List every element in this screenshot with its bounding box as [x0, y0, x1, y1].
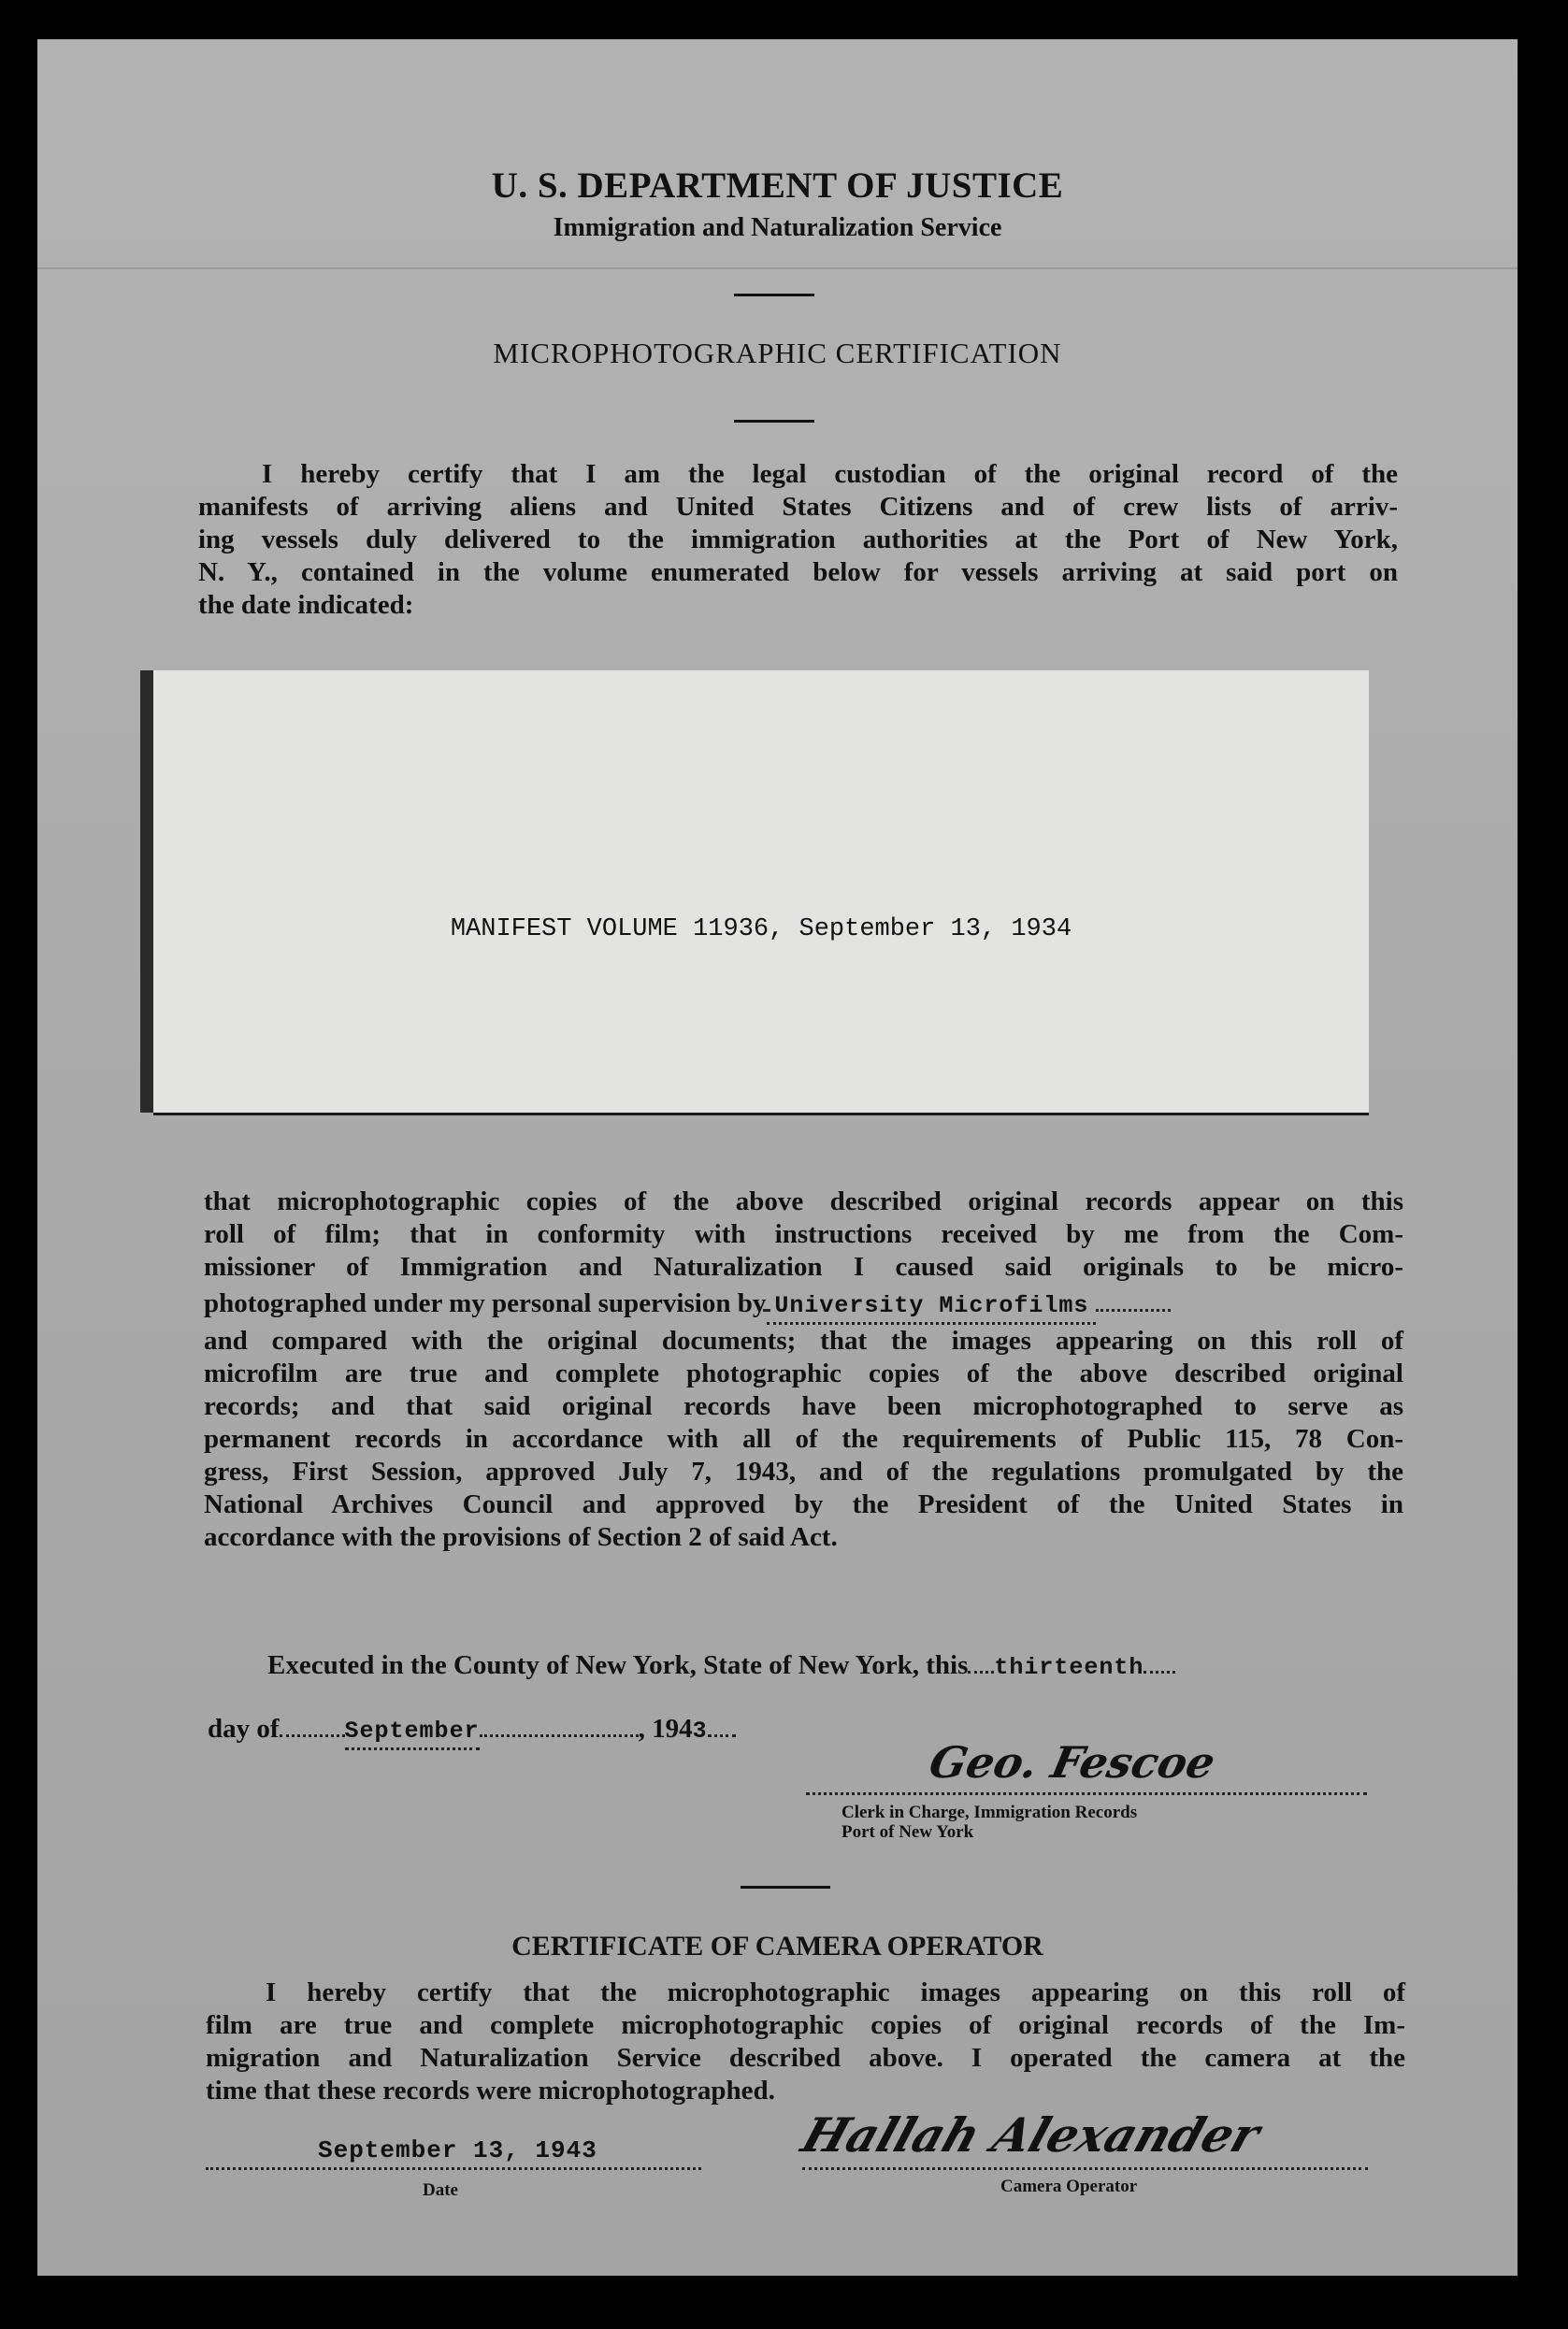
clerk-signature: Geo. Fescoe	[925, 1737, 1220, 1788]
clerk-title-line: Port of New York	[842, 1822, 974, 1842]
department-heading: U. S. DEPARTMENT OF JUSTICE	[491, 165, 1064, 206]
body-line-microfilmer	[204, 1287, 1403, 1325]
divider-rule	[734, 294, 814, 296]
camera-line: migration and Naturalization Service described above. I operated the camera at the	[206, 2043, 1405, 2073]
year-prefix: , 194	[638, 1714, 693, 1744]
body-line: microfilm are true and complete photographic copies of the above described original	[204, 1359, 1403, 1388]
manifest-volume-text: MANIFEST VOLUME 11936, September 13, 1934	[450, 915, 1072, 943]
intro-line: manifests of arriving aliens and United States Citizens and of crew lists of arriv-	[198, 492, 1398, 522]
intro-line: I hereby certify that I am the legal custodian of the original record of the	[262, 459, 1398, 489]
date-label: Date	[423, 2180, 458, 2200]
execution-prefix: Executed in the County of New York, State of New York, this	[267, 1650, 969, 1680]
divider-rule	[741, 1886, 830, 1889]
document-sheet	[37, 39, 1518, 2276]
manifest-volume-slip	[153, 670, 1369, 1113]
body-line: National Archives Council and approved by the President of the United States in	[204, 1489, 1403, 1519]
divider-rule	[734, 420, 814, 423]
camera-certificate-heading: CERTIFICATE OF CAMERA OPERATOR	[511, 1931, 1043, 1962]
intro-line: ing vessels duly delivered to the immigration authorities at the Port of New York,	[198, 525, 1398, 554]
camera-line: I hereby certify that the microphotographic images appearing on this roll of	[266, 1977, 1405, 2007]
clerk-title-line: Clerk in Charge, Immigration Records	[842, 1803, 1138, 1822]
year-digit: 3	[692, 1718, 708, 1745]
microfilmer-name: University Microfilms	[767, 1289, 1096, 1325]
body-line: permanent records in accordance with all of the requirements of Public 115, 78 Con-	[204, 1424, 1403, 1454]
day-of-label: day of	[208, 1714, 280, 1744]
operator-signature: Hallah Alexander	[795, 2107, 1267, 2163]
clerk-title	[842, 1803, 1137, 1842]
service-subheading: Immigration and Naturalization Service	[553, 213, 1002, 242]
paper-fold-line	[37, 267, 1518, 269]
execution-day: thirteenth	[994, 1654, 1144, 1681]
body-line: and compared with the original documents; that the images appearing on this roll of	[204, 1326, 1403, 1356]
intro-line: N. Y., contained in the volume enumerated below for vessels arriving at said port on	[198, 557, 1398, 587]
camera-line: film are true and complete microphotographic copies of original records of the Im-	[206, 2010, 1405, 2040]
body-line: gress, First Session, approved July 7, 1943, and of the regulations promulgated by the	[204, 1457, 1403, 1487]
body-line: that microphotographic copies of the above described original records appear on this	[204, 1186, 1403, 1216]
intro-line: the date indicated:	[198, 590, 414, 620]
execution-line	[267, 1649, 1408, 1684]
certification-title: MICROPHOTOGRAPHIC CERTIFICATION	[493, 337, 1062, 369]
body-paragraph	[204, 1186, 1403, 1554]
camera-certificate-paragraph	[206, 1977, 1405, 2107]
body-line: roll of film; that in conformity with instructions received by me from the Com-	[204, 1219, 1403, 1249]
certificate-date: September 13, 1943	[318, 2136, 597, 2164]
body-line: records; and that said original records have been microphotographed to serve as	[204, 1391, 1403, 1421]
body-line: accordance with the provisions of Section 2 of said Act.	[204, 1522, 838, 1552]
camera-line: time that these records were microphotographed.	[206, 2076, 775, 2106]
operator-label: Camera Operator	[1000, 2177, 1138, 2196]
body-line: missioner of Immigration and Naturalization I caused said originals to be micro-	[204, 1252, 1403, 1282]
intro-paragraph	[198, 458, 1398, 622]
execution-month: September	[345, 1715, 480, 1750]
body-line-prefix: photographed under my personal supervision by	[204, 1288, 767, 1318]
